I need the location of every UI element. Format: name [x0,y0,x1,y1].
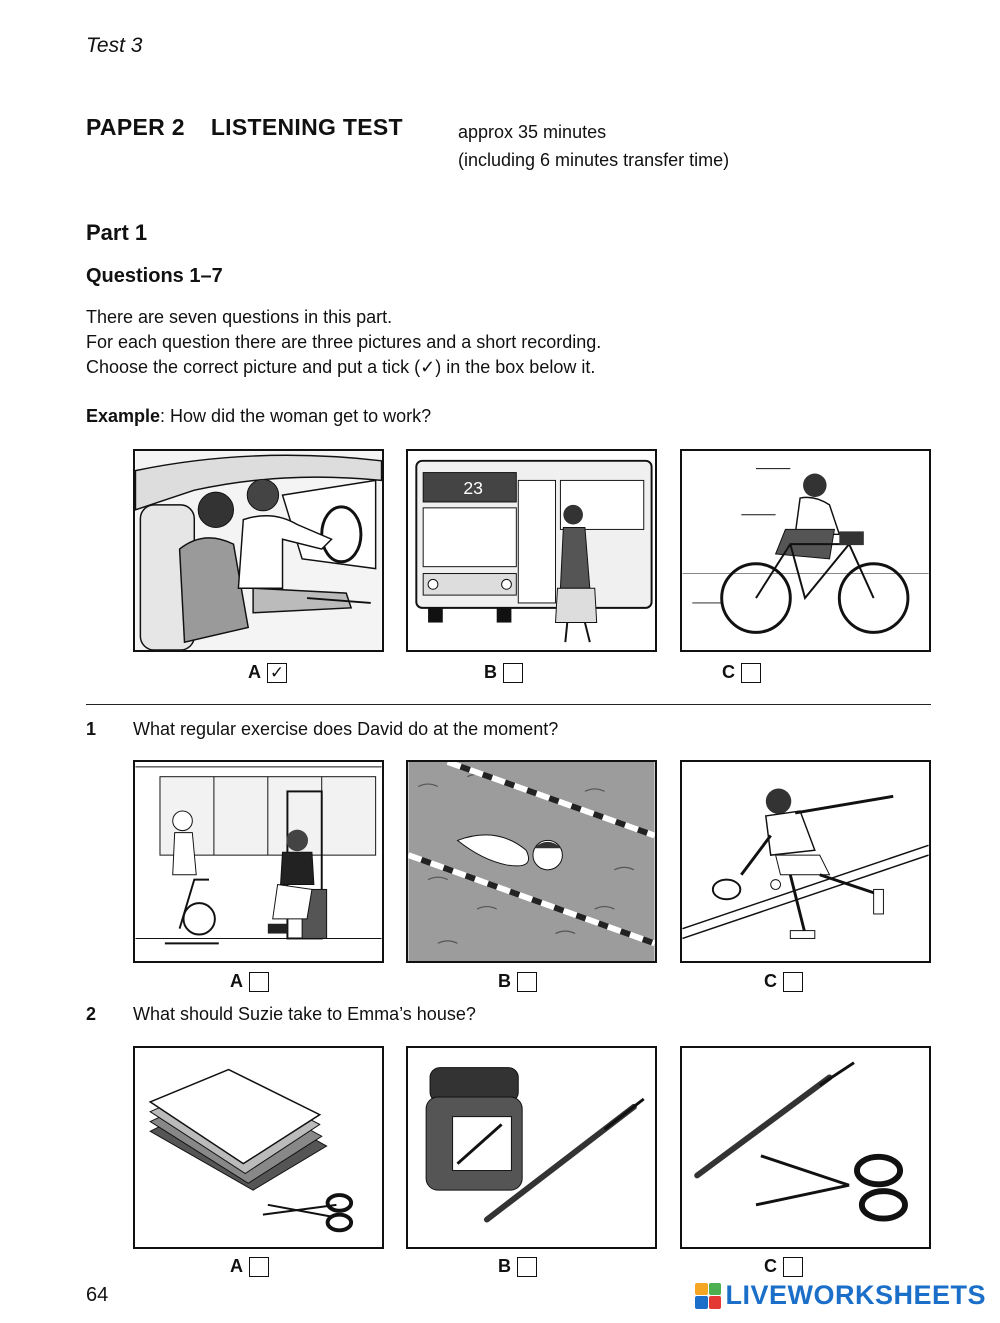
example-option-c [722,662,761,683]
duration [458,118,729,174]
instruction-line: For each question there are three pictures and a short recording. [86,332,602,352]
question-1-number: 1 [86,719,97,739]
paper-number: PAPER 2 [86,114,185,140]
example-question [86,406,431,427]
q2-option-b [498,1256,537,1277]
question-1-text: What regular exercise does David do at the moment? [133,719,559,739]
question-2-number: 2 [86,1004,97,1024]
answer-checkbox[interactable] [503,663,523,683]
test-name: LISTENING TEST [210,114,403,140]
answer-checkbox[interactable] [783,1257,803,1277]
part-title: Part 1 [86,220,148,245]
q1-picture-c-tennis [680,760,931,963]
q1-option-a [230,971,269,992]
q1-picture-a-gym [133,760,384,963]
answer-checkbox[interactable]: ✓ [267,663,287,683]
instructions [86,305,601,380]
q1-option-b [498,971,537,992]
q2-option-c [764,1256,803,1277]
instruction-line: Choose the correct picture and put a tick (✓) in the box below it. [86,357,596,377]
answer-checkbox[interactable] [517,972,537,992]
test-label: Test 3 [86,34,143,57]
q1-option-c [764,971,803,992]
q2-picture-c-brush-scissors [680,1046,931,1249]
bus-number: 23 [463,478,483,499]
example-option-b [484,662,523,683]
liveworksheets-logo-icon [695,1283,721,1309]
duration-line1: approx 35 minutes [458,122,607,142]
option-letter: A [230,971,243,991]
q1-picture-b-swimming [406,760,657,963]
answer-checkbox[interactable] [517,1257,537,1277]
answer-checkbox[interactable] [249,972,269,992]
q2-option-a [230,1256,269,1277]
example-picture-b-bus [406,449,657,652]
questions-range: Questions 1–7 [86,265,223,287]
duration-line2: (including 6 minutes transfer time) [458,150,730,170]
option-letter: C [764,971,777,991]
page-number: 64 [86,1284,109,1306]
divider [86,704,931,705]
q2-picture-b-paint-brush [406,1046,657,1249]
option-letter: C [722,662,735,682]
example-option-a [248,662,287,683]
example-picture-c-bicycle [680,449,931,652]
paper-title [86,114,403,141]
example-picture-a-car [133,449,384,652]
watermark-text: LIVEWORKSHEETS [725,1280,986,1310]
question-2-text: What should Suzie take to Emma’s house? [133,1004,476,1024]
option-letter: C [764,1256,777,1276]
instruction-line: There are seven questions in this part. [86,307,393,327]
option-letter: B [498,1256,511,1276]
option-letter: A [230,1256,243,1276]
option-letter: B [484,662,497,682]
example-text: : How did the woman get to work? [160,406,432,426]
answer-checkbox[interactable] [249,1257,269,1277]
liveworksheets-watermark [695,1280,986,1311]
example-label: Example [86,406,161,426]
answer-checkbox[interactable] [741,663,761,683]
answer-checkbox[interactable] [783,972,803,992]
option-letter: B [498,971,511,991]
option-letter: A [248,662,261,682]
q2-picture-a-paper-scissors [133,1046,384,1249]
